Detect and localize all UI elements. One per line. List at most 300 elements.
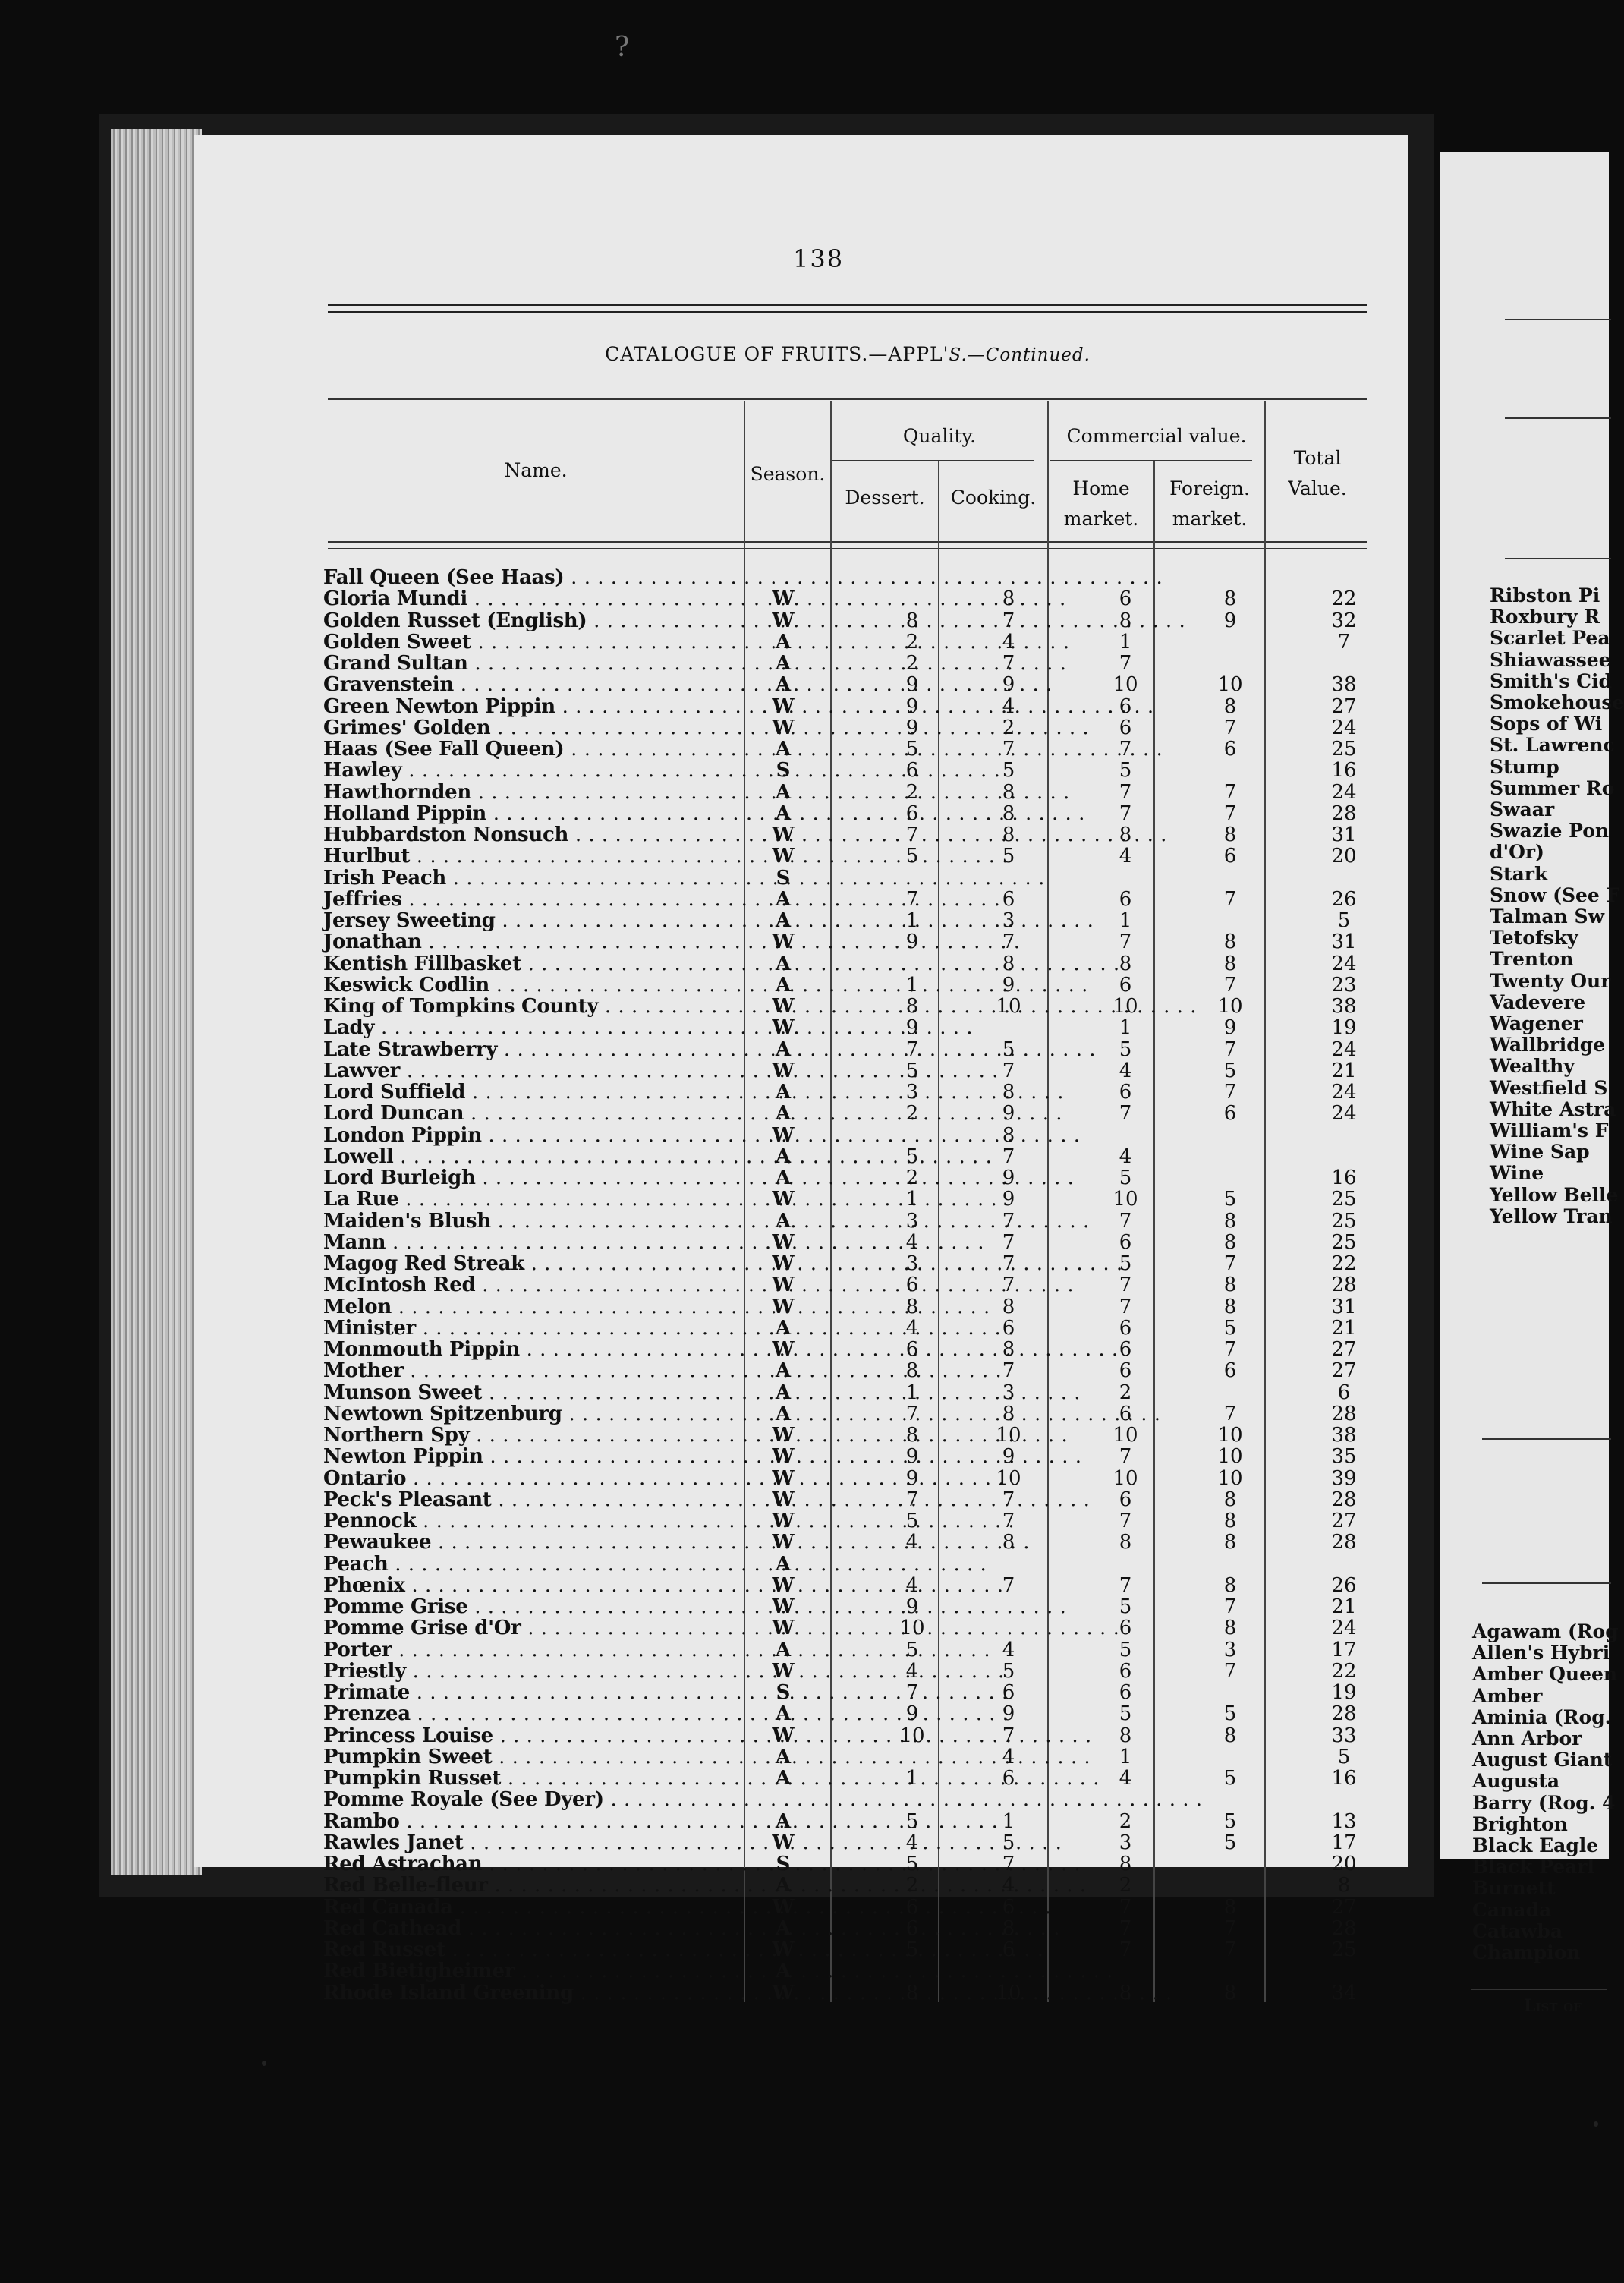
home-market-cell: 1 <box>1119 630 1132 653</box>
foreign-market-cell: 8 <box>1223 1531 1237 1554</box>
cooking-cell: 7 <box>1002 1059 1015 1082</box>
home-market-cell: 2 <box>1119 1874 1132 1897</box>
table-row <box>323 1468 1386 1489</box>
home-market-cell: 6 <box>1119 694 1132 718</box>
facing-page-item: Agawam (Rog <box>1472 1620 1619 1642</box>
season-cell: W <box>772 1424 795 1447</box>
season-cell: W <box>772 1274 795 1297</box>
variety-name: Grimes' Golden . . . <box>323 717 725 738</box>
facing-page-item: Augusta <box>1472 1770 1560 1793</box>
table-row <box>323 782 1386 803</box>
season-cell: W <box>772 1981 795 2004</box>
season-cell: A <box>775 1874 792 1897</box>
home-market-cell: 8 <box>1119 823 1132 846</box>
foreign-market-cell: 9 <box>1223 609 1237 632</box>
foreign-market-cell: 8 <box>1223 587 1237 611</box>
home-market-cell: 5 <box>1119 1038 1132 1061</box>
dessert-cell: 9 <box>905 1016 919 1040</box>
dessert-cell: 3 <box>905 1209 919 1233</box>
foreign-market-cell: 8 <box>1223 1617 1237 1640</box>
variety-name: Pewaukee . . . <box>323 1532 725 1553</box>
season-cell: A <box>775 738 792 760</box>
facing-page-item: Swazie Pon <box>1490 820 1610 842</box>
variety-name: Hubbardston Nonsuch . . . <box>323 824 725 845</box>
cooking-cell: 7 <box>1002 609 1015 632</box>
variety-name: Peck's Pleasant . . . <box>323 1489 725 1510</box>
facing-page-item: Canada <box>1472 1898 1552 1921</box>
season-cell: W <box>772 587 795 611</box>
header-home-line2: market. <box>1063 508 1139 530</box>
variety-name: Mann . . . <box>323 1232 725 1253</box>
dessert-cell: 7 <box>905 1402 919 1425</box>
foreign-market-cell: 8 <box>1223 1488 1237 1511</box>
cooking-cell: 7 <box>1002 1853 1015 1875</box>
facing-page-item: Yellow Belle <box>1490 1183 1619 1206</box>
total-value-cell: 25 <box>1331 1230 1357 1254</box>
home-market-cell: 4 <box>1119 1059 1132 1082</box>
table-row <box>323 1339 1386 1360</box>
dessert-cell: 2 <box>905 780 919 804</box>
total-value-cell: 24 <box>1331 780 1357 804</box>
variety-name: Maiden's Blush . . . <box>323 1211 725 1232</box>
season-cell: A <box>775 1638 792 1661</box>
cooking-cell: 7 <box>1002 1510 1015 1532</box>
foreign-market-cell: 8 <box>1223 1230 1237 1254</box>
total-value-cell: 23 <box>1331 973 1357 997</box>
total-value-cell: 17 <box>1331 1831 1357 1854</box>
cooking-cell: 8 <box>1002 823 1015 846</box>
dessert-cell: 6 <box>905 801 919 825</box>
foreign-market-cell: 8 <box>1223 1209 1237 1233</box>
total-value-cell: 16 <box>1331 1767 1357 1790</box>
page-edges <box>111 129 202 1875</box>
total-value-cell: 25 <box>1331 1209 1357 1233</box>
cooking-cell: 3 <box>1002 909 1015 932</box>
total-value-cell: 28 <box>1331 1402 1357 1425</box>
cooking-cell: 7 <box>1002 1488 1015 1511</box>
facing-page-item: Black Eagle <box>1472 1834 1599 1856</box>
cooking-cell: 1 <box>1002 1809 1015 1833</box>
season-cell: A <box>775 780 792 804</box>
home-market-cell: 7 <box>1119 780 1132 804</box>
season-cell: S <box>776 1681 791 1704</box>
foreign-market-cell: 8 <box>1223 1295 1237 1318</box>
cooking-cell: 6 <box>1002 1681 1015 1704</box>
total-value-cell: 21 <box>1331 1316 1357 1340</box>
season-cell: A <box>775 1081 792 1104</box>
home-market-cell: 6 <box>1119 1617 1132 1640</box>
variety-name: Mother . . . <box>323 1360 725 1381</box>
home-market-cell: 10 <box>1113 673 1138 697</box>
foreign-market-cell: 7 <box>1223 1595 1237 1618</box>
total-value-cell: 21 <box>1331 1059 1357 1082</box>
variety-name: Haas (See Fall Queen) . . . <box>323 738 725 760</box>
variety-name: Golden Sweet . . . <box>323 631 725 653</box>
total-value-cell: 24 <box>1331 716 1357 739</box>
variety-name: Magog Red Streak . . . <box>323 1253 725 1274</box>
foreign-market-cell: 10 <box>1217 1424 1243 1447</box>
table-row <box>323 1746 1386 1768</box>
variety-name: Jersey Sweeting . . . <box>323 910 725 931</box>
table-row <box>323 824 1386 845</box>
cooking-cell: 7 <box>1002 1274 1015 1297</box>
total-value-cell: 24 <box>1331 1617 1357 1640</box>
dessert-cell: 10 <box>899 1724 925 1747</box>
cooking-cell: 7 <box>1002 1573 1015 1597</box>
table-row <box>323 738 1386 760</box>
home-market-cell: 10 <box>1113 995 1138 1018</box>
cooking-cell: 8 <box>1002 1402 1015 1425</box>
right-rule-6 <box>1471 1989 1607 1990</box>
quality-rule <box>832 460 1034 461</box>
facing-page-item: d'Or) <box>1490 841 1544 864</box>
header-season: Season. <box>750 463 826 485</box>
cooking-cell: 4 <box>1002 1638 1015 1661</box>
season-cell: A <box>775 1960 792 1983</box>
home-market-cell: 5 <box>1119 1638 1132 1661</box>
home-market-cell: 8 <box>1119 1853 1132 1875</box>
dessert-cell: 7 <box>905 1488 919 1511</box>
dessert-cell: 2 <box>905 630 919 653</box>
total-value-cell: 21 <box>1331 1595 1357 1618</box>
home-market-cell: 3 <box>1119 1831 1132 1854</box>
season-cell: W <box>772 845 795 868</box>
dessert-cell: 9 <box>905 673 919 697</box>
total-value-cell: 28 <box>1331 1916 1357 1940</box>
home-market-cell: 4 <box>1119 1767 1132 1790</box>
total-value-cell: 5 <box>1337 1745 1351 1768</box>
cooking-cell: 5 <box>1002 1831 1015 1854</box>
table-row <box>323 1703 1386 1724</box>
speck <box>1594 2121 1598 2127</box>
cooking-cell: 8 <box>1002 1916 1015 1940</box>
cooking-cell: 4 <box>1002 694 1015 718</box>
home-market-cell: 8 <box>1119 1724 1132 1747</box>
foreign-market-cell: 7 <box>1223 801 1237 825</box>
cooking-cell: 7 <box>1002 1145 1015 1168</box>
dessert-cell: 1 <box>905 1767 919 1790</box>
variety-name: Melon . . . <box>323 1296 725 1318</box>
total-value-cell: 34 <box>1331 1981 1357 2004</box>
variety-name: Northern Spy . . . <box>323 1425 725 1446</box>
facing-page-item: Vadevere <box>1490 990 1586 1013</box>
table-row <box>323 1575 1386 1596</box>
total-value-cell: 31 <box>1331 931 1357 954</box>
total-value-cell: 17 <box>1331 1638 1357 1661</box>
header-foreign-line2: market. <box>1172 508 1248 530</box>
facing-page-item: Summer Ro <box>1490 776 1615 799</box>
cooking-cell: 9 <box>1002 673 1015 697</box>
table-row <box>323 931 1386 953</box>
table-row <box>323 696 1386 717</box>
home-market-cell: 10 <box>1113 1466 1138 1490</box>
total-value-cell: 25 <box>1331 738 1357 760</box>
foreign-market-cell: 7 <box>1223 780 1237 804</box>
home-market-cell: 7 <box>1119 1573 1132 1597</box>
home-market-cell: 7 <box>1119 931 1132 954</box>
table-row <box>323 1510 1386 1532</box>
facing-page-item: Yellow Tran <box>1490 1204 1613 1227</box>
total-value-cell: 28 <box>1331 1274 1357 1297</box>
right-rule-3 <box>1505 558 1611 559</box>
variety-name: Rambo . . . <box>323 1811 725 1832</box>
header-dessert: Dessert. <box>845 487 925 509</box>
cooking-cell: 8 <box>1002 1123 1015 1147</box>
foreign-market-cell: 8 <box>1223 1573 1237 1597</box>
table-row <box>323 760 1386 781</box>
table-row <box>323 1918 1386 1939</box>
dessert-cell: 4 <box>905 1573 919 1597</box>
dessert-cell: 1 <box>905 1188 919 1211</box>
table-row <box>323 1211 1386 1232</box>
facing-page-item: August Giant <box>1472 1749 1613 1771</box>
season-cell: A <box>775 1916 792 1940</box>
variety-name: Peach . . . <box>323 1554 725 1575</box>
season-cell: W <box>772 1338 795 1361</box>
table-row <box>323 567 1386 588</box>
table-body <box>323 567 1386 2004</box>
facing-page-item: Roxbury R <box>1490 606 1600 628</box>
table-row <box>323 1318 1386 1339</box>
cooking-cell: 10 <box>996 1424 1021 1447</box>
season-cell: W <box>772 694 795 718</box>
total-value-cell: 24 <box>1331 952 1357 975</box>
cooking-cell: 4 <box>1002 630 1015 653</box>
season-cell: A <box>775 630 792 653</box>
table-row <box>323 1274 1386 1296</box>
home-market-cell: 1 <box>1119 1745 1132 1768</box>
dessert-cell: 5 <box>905 738 919 760</box>
variety-name: Hawley . . . <box>323 760 725 781</box>
cooking-cell: 7 <box>1002 1724 1015 1747</box>
season-cell: W <box>772 1617 795 1640</box>
total-value-cell: 27 <box>1331 1895 1357 1919</box>
right-page <box>1440 152 1624 2016</box>
header-cooking: Cooking. <box>950 487 1037 509</box>
season-cell: A <box>775 1359 792 1383</box>
table-row <box>323 674 1386 695</box>
table-row <box>323 1489 1386 1510</box>
home-market-cell: 6 <box>1119 1081 1132 1104</box>
variety-name: Hurlbut . . . <box>323 845 725 867</box>
dessert-cell: 8 <box>905 995 919 1018</box>
dessert-cell: 8 <box>905 609 919 632</box>
variety-name: Porter . . . <box>323 1639 725 1661</box>
foreign-market-cell: 5 <box>1223 1702 1237 1726</box>
dessert-cell: 6 <box>905 759 919 783</box>
variety-name: Pomme Grise d'Or . . . <box>323 1617 725 1639</box>
cooking-cell: 7 <box>1002 1209 1015 1233</box>
season-cell: W <box>772 1831 795 1854</box>
variety-name: Lowell . . . <box>323 1146 725 1167</box>
variety-name: King of Tompkins County . . . <box>323 996 725 1017</box>
foreign-market-cell: 10 <box>1217 1445 1243 1469</box>
table-row <box>323 1532 1386 1553</box>
variety-name: Monmouth Pippin . . . <box>323 1339 725 1360</box>
right-footer: List of <box>1524 1996 1582 2016</box>
foreign-market-cell: 5 <box>1223 1809 1237 1833</box>
variety-name: Newtown Spitzenburg . . . <box>323 1403 725 1425</box>
facing-page-item: St. Lawrenc <box>1490 734 1615 757</box>
variety-name: Priestly . . . <box>323 1661 725 1682</box>
dessert-cell: 5 <box>905 1938 919 1961</box>
table-row <box>323 1596 1386 1617</box>
table-row <box>323 1060 1386 1082</box>
season-cell: S <box>776 1853 791 1875</box>
table-row <box>323 1296 1386 1318</box>
season-cell: A <box>775 1702 792 1726</box>
dessert-cell: 8 <box>905 1981 919 2004</box>
cooking-cell: 6 <box>1002 887 1015 911</box>
table-row <box>323 1382 1386 1403</box>
season-cell: S <box>776 759 791 783</box>
total-value-cell: 24 <box>1331 1038 1357 1061</box>
table-row <box>323 1768 1386 1789</box>
dessert-cell: 2 <box>905 1102 919 1126</box>
total-value-cell: 20 <box>1331 845 1357 868</box>
header-rule-1 <box>328 304 1367 306</box>
variety-name: Rhode Island Greening . . . <box>323 1982 725 2004</box>
variety-name: Primate . . . <box>323 1682 725 1703</box>
home-market-cell: 6 <box>1119 1402 1132 1425</box>
variety-name: Gloria Mundi . . . <box>323 588 725 609</box>
season-cell: A <box>775 1552 792 1576</box>
commercial-rule <box>1050 460 1252 461</box>
variety-name: Red Belle-fleur . . . <box>323 1875 725 1896</box>
table-row <box>323 588 1386 609</box>
season-cell: W <box>772 1230 795 1254</box>
right-rule-5 <box>1482 1582 1611 1584</box>
home-market-cell: 7 <box>1119 738 1132 760</box>
cooking-cell: 6 <box>1002 1767 1015 1790</box>
dessert-cell: 4 <box>905 1230 919 1254</box>
caption-main: CATALOGUE OF FRUITS.—APPL <box>605 343 943 365</box>
variety-name: Kentish Fillbasket . . . <box>323 953 725 975</box>
total-value-cell: 38 <box>1331 1424 1357 1447</box>
home-market-cell: 6 <box>1119 1681 1132 1704</box>
facing-page-item: Burnett <box>1472 1877 1556 1900</box>
cooking-cell: 5 <box>1002 759 1015 783</box>
home-market-cell: 6 <box>1119 1316 1132 1340</box>
home-market-cell: 5 <box>1119 1702 1132 1726</box>
table-row <box>323 1039 1386 1060</box>
home-market-cell: 10 <box>1113 1188 1138 1211</box>
facing-page-item: Snow (See F <box>1490 883 1620 906</box>
variety-name: La Rue . . . <box>323 1189 725 1210</box>
dessert-cell: 9 <box>905 1445 919 1469</box>
season-cell: A <box>775 887 792 911</box>
home-market-cell: 1 <box>1119 1016 1132 1040</box>
cooking-cell: 9 <box>1002 1445 1015 1469</box>
facing-page-item: Wallbridge <box>1490 1034 1606 1056</box>
variety-name: Gravenstein . . . <box>323 674 725 695</box>
foreign-market-cell: 8 <box>1223 1895 1237 1919</box>
foreign-market-cell: 10 <box>1217 1466 1243 1490</box>
variety-name: London Pippin . . . <box>323 1125 725 1146</box>
variety-name: Hawthornden . . . <box>323 782 725 803</box>
foreign-market-cell: 9 <box>1223 1016 1237 1040</box>
home-market-cell: 6 <box>1119 1659 1132 1683</box>
facing-page-item: Wine <box>1490 1162 1544 1185</box>
home-market-cell: 7 <box>1119 1916 1132 1940</box>
table-row <box>323 1232 1386 1253</box>
variety-name: Pomme Royale (See Dyer) . . . <box>323 1789 725 1810</box>
season-cell: W <box>772 1059 795 1082</box>
header-foreign-line1: Foreign. <box>1169 477 1250 499</box>
foreign-market-cell: 6 <box>1223 1359 1237 1383</box>
home-market-cell: 5 <box>1119 1252 1132 1275</box>
variety-name: Green Newton Pippin . . . <box>323 696 725 717</box>
home-market-cell: 2 <box>1119 1809 1132 1833</box>
table-row <box>323 1253 1386 1274</box>
foreign-market-cell: 5 <box>1223 1188 1237 1211</box>
cooking-cell: 9 <box>1002 1188 1015 1211</box>
table-row <box>323 1554 1386 1575</box>
dessert-cell: 5 <box>905 845 919 868</box>
home-market-cell: 6 <box>1119 887 1132 911</box>
foreign-market-cell: 7 <box>1223 1916 1237 1940</box>
table-row <box>323 1661 1386 1682</box>
cooking-cell: 8 <box>1002 952 1015 975</box>
dessert-cell: 2 <box>905 1874 919 1897</box>
table-row <box>323 1875 1386 1896</box>
dessert-cell: 9 <box>905 931 919 954</box>
home-market-cell: 7 <box>1119 1295 1132 1318</box>
variety-name: Red Canada . . . <box>323 1897 725 1918</box>
header-quality: Quality. <box>902 425 977 447</box>
home-market-cell: 4 <box>1119 1145 1132 1168</box>
dessert-cell: 7 <box>905 887 919 911</box>
foreign-market-cell: 7 <box>1223 716 1237 739</box>
cooking-cell: 7 <box>1002 1230 1015 1254</box>
table-row <box>323 631 1386 653</box>
header-bottom-rule <box>328 541 1367 543</box>
cooking-cell: 9 <box>1002 1167 1015 1189</box>
home-market-cell: 8 <box>1119 609 1132 632</box>
season-cell: A <box>775 1402 792 1425</box>
foreign-market-cell: 8 <box>1223 1981 1237 2004</box>
foreign-market-cell: 5 <box>1223 1059 1237 1082</box>
foreign-market-cell: 6 <box>1223 738 1237 760</box>
table-row <box>323 610 1386 631</box>
variety-name: Lord Burleigh . . . <box>323 1167 725 1189</box>
total-value-cell: 39 <box>1331 1466 1357 1490</box>
total-value-cell: 27 <box>1331 1359 1357 1383</box>
variety-name: Lord Suffield . . . <box>323 1082 725 1103</box>
total-value-cell: 24 <box>1331 1081 1357 1104</box>
dessert-cell: 6 <box>905 1895 919 1919</box>
variety-name: Princess Louise . . . <box>323 1725 725 1746</box>
foreign-market-cell: 8 <box>1223 1724 1237 1747</box>
dessert-cell: 6 <box>905 1274 919 1297</box>
cooking-cell: 10 <box>996 1466 1021 1490</box>
foreign-market-cell: 8 <box>1223 1274 1237 1297</box>
dessert-cell: 3 <box>905 1252 919 1275</box>
cooking-cell: 10 <box>996 1981 1021 2004</box>
season-cell: W <box>772 716 795 739</box>
table-row <box>323 1425 1386 1446</box>
total-value-cell: 22 <box>1331 1252 1357 1275</box>
season-cell: W <box>772 995 795 1018</box>
foreign-market-cell: 8 <box>1223 1510 1237 1532</box>
cooking-cell: 9 <box>1002 973 1015 997</box>
total-value-cell: 25 <box>1331 1938 1357 1961</box>
table-row <box>323 1617 1386 1639</box>
total-value-cell: 16 <box>1331 1167 1357 1189</box>
total-value-cell: 28 <box>1331 1531 1357 1554</box>
total-value-cell: 25 <box>1331 1188 1357 1211</box>
facing-page-item: Ribston Pi <box>1490 584 1600 606</box>
